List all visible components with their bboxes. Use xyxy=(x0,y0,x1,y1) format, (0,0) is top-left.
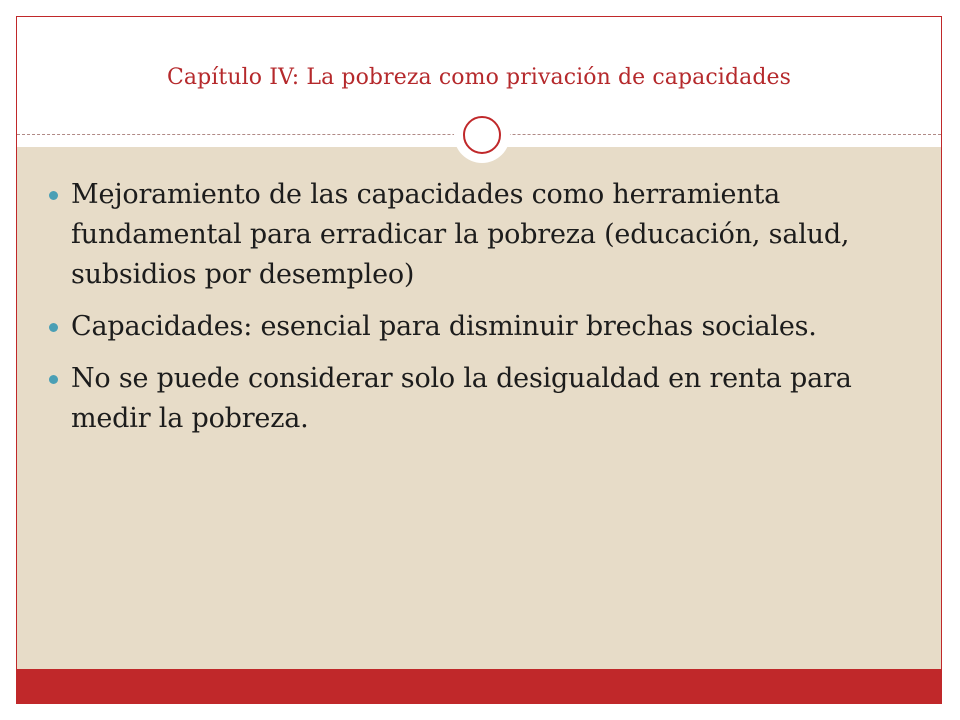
bullet-dot-icon xyxy=(49,323,58,332)
footer-bar xyxy=(17,669,941,703)
bullet-dot-icon xyxy=(49,375,58,384)
bullet-item xyxy=(49,175,919,295)
bullet-text: Capacidades: esencial para disminuir brechas sociales. xyxy=(71,311,817,342)
bullet-text: Mejoramiento de las capacidades como herramienta fundamental para erradicar la pobreza (educación, salud, subsidios por desempleo) xyxy=(71,179,850,290)
circle-ornament-icon xyxy=(454,107,510,163)
bullet-list xyxy=(49,175,919,451)
bullet-item xyxy=(49,359,919,439)
slide-title: Capítulo IV: La pobreza como privación de capacidades xyxy=(166,65,792,90)
bullet-dot-icon xyxy=(49,191,58,200)
slide xyxy=(16,16,942,704)
bullet-text: No se puede considerar solo la desigualdad en renta para medir la pobreza. xyxy=(71,363,852,434)
bullet-item xyxy=(49,307,919,347)
circle-ring xyxy=(463,116,501,154)
